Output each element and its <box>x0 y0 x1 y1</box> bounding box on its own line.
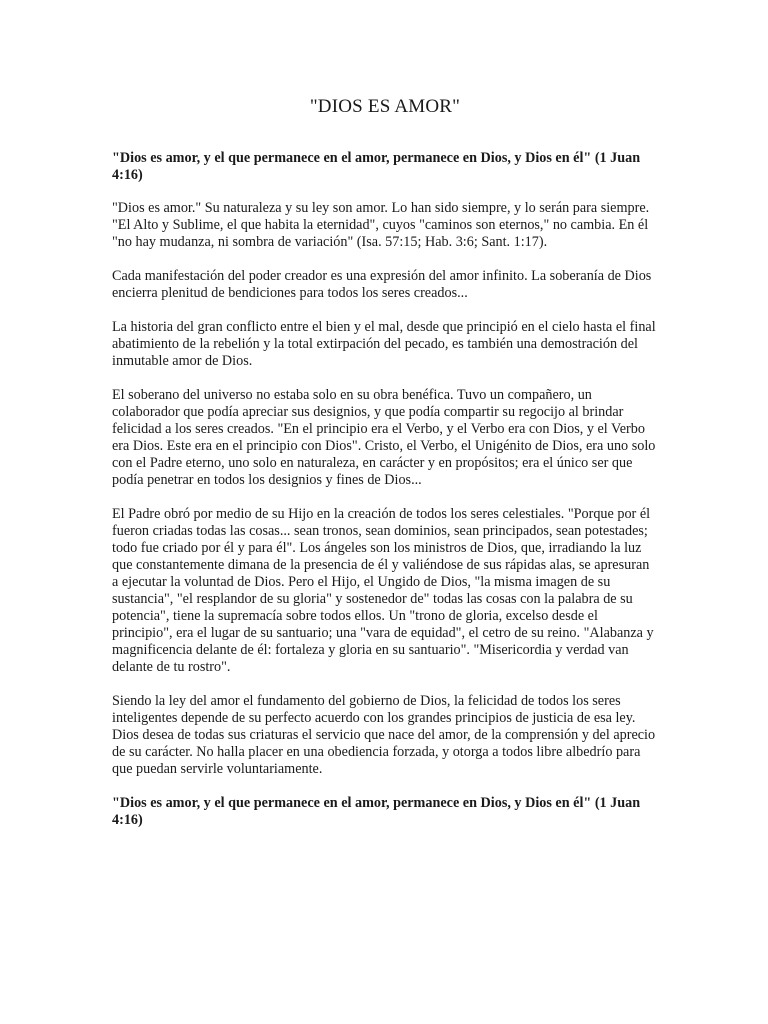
paragraph-1: "Dios es amor." Su naturaleza y su ley son amor. Lo han sido siempre, y lo serán para siempre. "El Alto y Sublime, el que habita la eternidad", cuyos "caminos son eternos," no cambia. En él "no hay mudanza, ni sombra de variación" (Isa. 57:15; Hab. 3:6; Sant. 1:17). <box>112 200 650 250</box>
verse-quote-bottom: "Dios es amor, y el que permanece en el amor, permanece en Dios, y Dios en él" (1 Juan 4:16) <box>112 795 641 828</box>
paragraph-2: Cada manifestación del poder creador es una expresión del amor infinito. La soberanía de Dios encierra plenitud de bendiciones para todos los seres creados... <box>112 268 652 301</box>
document-page <box>112 96 658 845</box>
paragraph-3: La historia del gran conflicto entre el bien y el mal, desde que principió en el cielo hasta el final abatimiento de la rebelión y la total extirpación del pecado, es también una demostración del inmutable amor de Dios. <box>112 319 656 369</box>
paragraph-6: Siendo la ley del amor el fundamento del gobierno de Dios, la felicidad de todos los seres inteligentes depende de su perfecto acuerdo con los grandes principios de justicia de esa ley. Dios desea de todas sus criaturas el servicio que nace del amor, de la comprensión y del aprecio de su carácter. No halla placer en una obediencia forzada, y otorga a todos libre albedrío para que puedan servirle voluntariamente. <box>112 693 656 777</box>
document-title: "DIOS ES AMOR" <box>309 96 461 117</box>
verse-quote-top: "Dios es amor, y el que permanece en el amor, permanece en Dios, y Dios en él" (1 Juan 4:16) <box>112 150 641 183</box>
paragraph-5: El Padre obró por medio de su Hijo en la creación de todos los seres celestiales. "Porque por él fueron criadas todas las cosas... sean tronos, sean dominios, sean principados, sean potestades; todo fue criado por él y para él". Los ángeles son los ministros de Dios, que, irradiando la luz que constantemente dimana de la presencia de él y valiéndose de sus rápidas alas, se apresuran a ejecutar la voluntad de Dios. Pero el Hijo, el Ungido de Dios, "la misma imagen de su sustancia", "el resplandor de su gloria" y sostenedor de" todas las cosas con la palabra de su potencia", tiene la supremacía sobre todos ellos. Un "trono de gloria, excelso desde el principio", era el lugar de su santuario; una "vara de equidad", el cetro de su reino. "Alabanza y magnificencia delante de él: fortaleza y gloria en su santuario". "Misericordia y verdad van delante de tu rostro". <box>112 506 654 675</box>
paragraph-4: El soberano del universo no estaba solo en su obra benéfica. Tuvo un compañero, un colaborador que podía apreciar sus designios, y que podía compartir su regocijo al brindar felicidad a los seres creados. "En el principio era el Verbo, y el Verbo era con Dios, y el Verbo era Dios. Este era en el principio con Dios". Cristo, el Verbo, el Unigénito de Dios, era uno solo con el Padre eterno, uno solo en naturaleza, en carácter y en propósitos; era el único ser que podía penetrar en todos los designios y fines de Dios... <box>112 387 656 488</box>
